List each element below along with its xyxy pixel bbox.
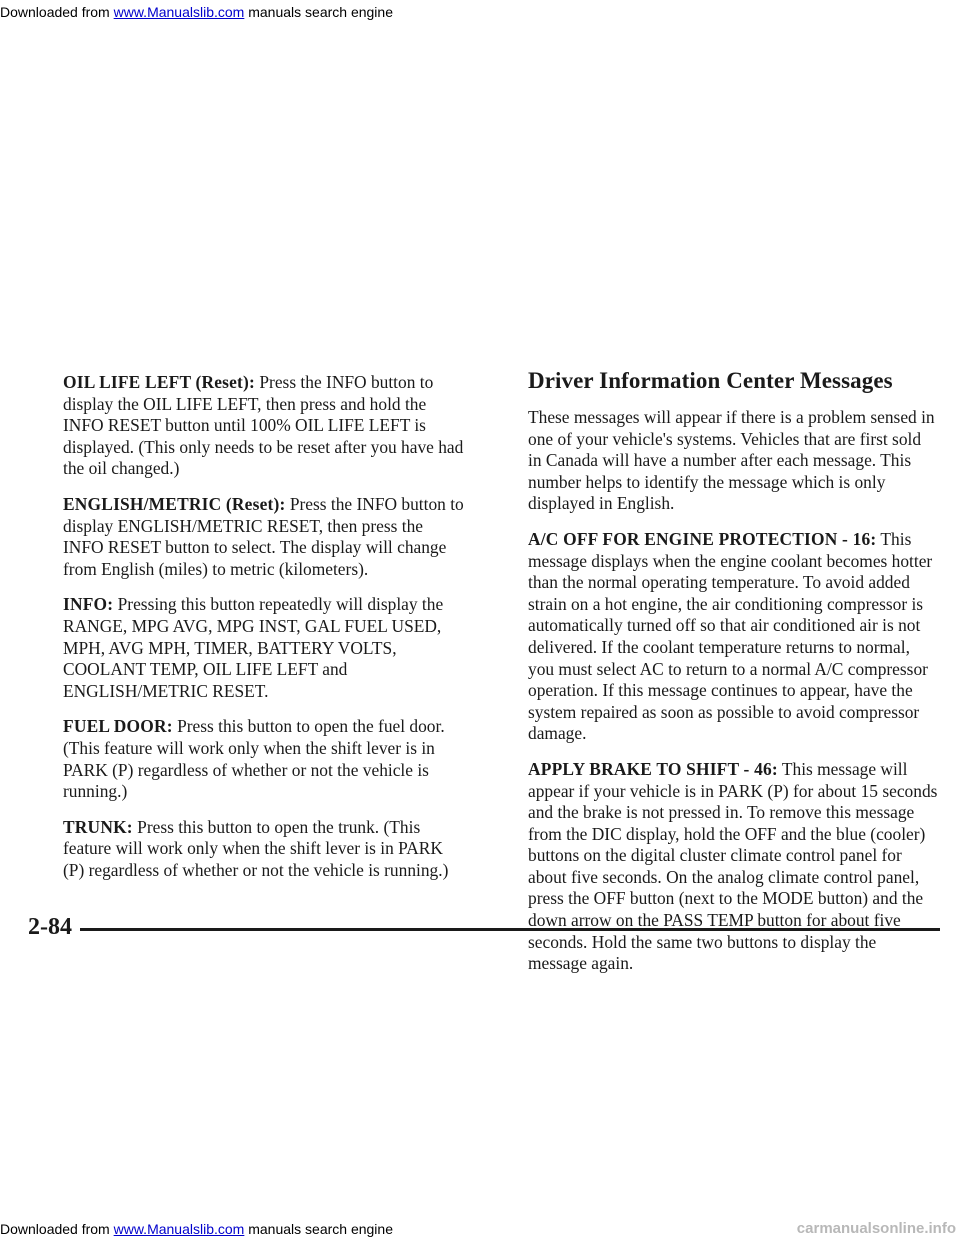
right-column bbox=[528, 367, 938, 989]
section-title: Driver Information Center Messages bbox=[528, 368, 893, 393]
page-number: 2-84 bbox=[28, 914, 72, 940]
bottom-banner-text bbox=[0, 1216, 393, 1242]
entry-term: A/C OFF FOR ENGINE PROTECTION - 16: bbox=[528, 528, 877, 549]
top-download-banner bbox=[0, 0, 960, 24]
manualslib-link[interactable]: www.Manualslib.com bbox=[113, 4, 245, 20]
manualslib-link[interactable]: www.Manualslib.com bbox=[113, 1221, 245, 1237]
banner-prefix: Downloaded from bbox=[0, 4, 114, 20]
entry-text: Press this button to open the fuel door. (This feature will work only when the shift lever is in PARK (P) regardless of whether or not the vehicle is running.) bbox=[63, 716, 445, 802]
entry-term: APPLY BRAKE TO SHIFT - 46: bbox=[528, 758, 778, 779]
entry-fuel-door bbox=[63, 716, 465, 802]
section-intro: These messages will appear if there is a problem sensed in one of your vehicle's systems. Vehicles that are first sold in Canada will have a number after each message. This number helps to identify the message which is only displayed in English. bbox=[528, 407, 935, 514]
entry-text: Press the INFO button to display the OIL LIFE LEFT, then press and hold the INFO RESET button until 100% OIL LIFE LEFT is displayed. (This only needs to be reset after you have had the oil changed.) bbox=[63, 372, 464, 479]
entry-oil-life-left bbox=[63, 372, 465, 480]
banner-suffix: manuals search engine bbox=[244, 1221, 393, 1237]
entry-text: This message displays when the engine coolant becomes hotter than the normal operating temperature. To avoid added strain on a hot engine, the air conditioning compressor is automatically turned off so that air conditioned air is not delivered. If the coolant temperature returns to normal, you must select AC to return to a normal A/C compressor operation. If this message continues to appear, have the system repaired as soon as possible to avoid compressor damage. bbox=[528, 528, 933, 744]
bottom-download-banner bbox=[0, 1216, 960, 1242]
entry-text: Pressing this button repeatedly will display the RANGE, MPG AVG, MPG INST, GAL FUEL USED, MPH, AVG MPH, TIMER, BATTERY VOLTS, COOLANT TEMP, OIL LIFE LEFT and ENGLISH/METRIC RESET. bbox=[63, 594, 444, 701]
entry-info bbox=[63, 594, 465, 702]
entry-text: Press the INFO button to display ENGLISH/METRIC RESET, then press the INFO RESET button to select. The display will change from English (miles) to metric (kilometers). bbox=[63, 493, 464, 579]
entry-term: TRUNK: bbox=[63, 816, 133, 837]
entry-term: FUEL DOOR: bbox=[63, 716, 173, 737]
watermark-logo: carmanualsonline.info bbox=[796, 1220, 956, 1237]
entry-ac-off-engine-protection bbox=[528, 529, 938, 745]
entry-apply-brake-to-shift bbox=[528, 759, 938, 975]
banner-prefix: Downloaded from bbox=[0, 1221, 114, 1237]
entry-text: This message will appear if your vehicle is in PARK (P) for about 15 seconds and the brake is not pressed in. To remove this message from the DIC display, hold the OFF and the blue (cooler) buttons on the digital cluster climate control panel for about five seconds. On the analog climate control panel, press the OFF button (next to the MODE button) and the down arrow on the PASS TEMP button for about five seconds. Hold the same two buttons to display the message again. bbox=[528, 758, 938, 974]
entry-term: INFO: bbox=[63, 594, 114, 615]
page-footer bbox=[28, 912, 940, 942]
banner-suffix: manuals search engine bbox=[244, 4, 393, 20]
entry-term: OIL LIFE LEFT (Reset): bbox=[63, 372, 256, 392]
entry-trunk bbox=[63, 817, 465, 882]
footer-rule bbox=[80, 928, 940, 931]
entry-text: Press this button to open the trunk. (This feature will work only when the shift lever is in PARK (P) regardless of whether or not the vehicle is running.) bbox=[63, 816, 449, 880]
left-column bbox=[63, 372, 465, 895]
entry-term: ENGLISH/METRIC (Reset): bbox=[63, 493, 286, 514]
entry-english-metric bbox=[63, 494, 465, 580]
